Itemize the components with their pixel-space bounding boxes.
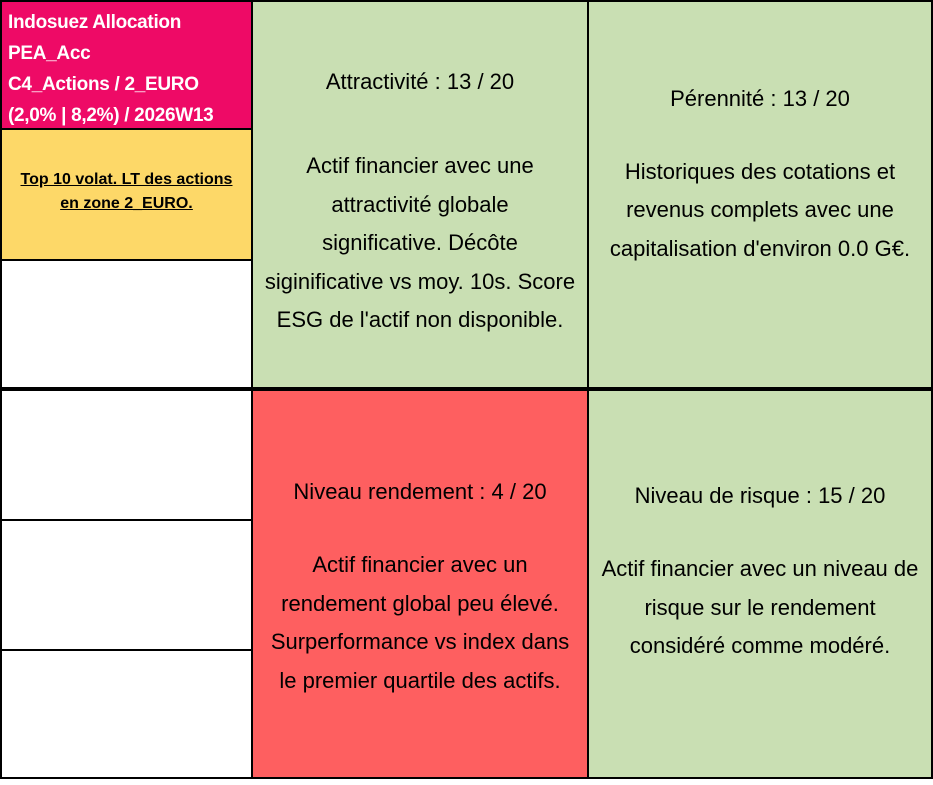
risque-title: Niveau de risque : 15 / 20	[634, 483, 886, 509]
attractivite-title: Attractivité : 13 / 20	[325, 69, 515, 94]
rendement-title: Niveau rendement : 4 / 20	[293, 479, 547, 504]
desc-line: capitalisation d'environ 0.0 G€.	[609, 235, 911, 261]
desc-line: attractivité globale	[331, 191, 509, 217]
desc-line: Historiques des cotations et	[624, 158, 896, 184]
risque-cell	[587, 389, 933, 779]
desc-line: Actif financier avec un niveau de	[601, 556, 919, 582]
blank-cell	[0, 389, 253, 521]
risque-description	[602, 550, 919, 666]
desc-line: considéré comme modéré.	[629, 633, 891, 659]
perennite-description	[610, 153, 910, 269]
perennite-title: Pérennité : 13 / 20	[670, 85, 850, 111]
top10-label-line1: Top 10 volat. LT des actions	[20, 171, 233, 188]
desc-line: Actif financier avec un	[312, 552, 528, 577]
desc-line: revenus complets avec une	[626, 197, 894, 223]
rendement-cell	[251, 389, 589, 779]
desc-line: Actif financier avec une	[306, 153, 534, 178]
fund-category: C4_Actions / 2_EURO	[8, 74, 199, 95]
desc-line: le premier quartile des actifs.	[279, 667, 561, 693]
desc-line: risque sur le rendement	[644, 594, 876, 620]
desc-line: ESG de l'actif non disponible.	[276, 307, 564, 332]
desc-line: rendement global peu élevé.	[281, 590, 559, 616]
rendement-description	[271, 546, 569, 700]
top10-label	[7, 168, 247, 216]
fund-name: Indosuez Allocation	[8, 12, 182, 33]
top10-cell	[0, 128, 253, 261]
desc-line: significative. Décôte	[322, 230, 518, 255]
attractivite-cell	[251, 0, 589, 389]
fund-header-cell	[0, 0, 253, 130]
blank-cell	[0, 649, 253, 779]
fund-stats-period: (2,0% | 8,2%) / 2026W13	[8, 105, 214, 126]
blank-cell	[0, 259, 253, 389]
fund-account-type: PEA_Acc	[8, 43, 91, 64]
perennite-cell	[587, 0, 933, 389]
top10-label-line2: en zone 2_EURO.	[60, 195, 193, 212]
attractivite-description	[265, 147, 575, 340]
blank-cell	[0, 519, 253, 651]
desc-line: Surperformance vs index dans	[270, 629, 570, 654]
desc-line: siginificative vs moy. 10s. Score	[264, 268, 576, 294]
